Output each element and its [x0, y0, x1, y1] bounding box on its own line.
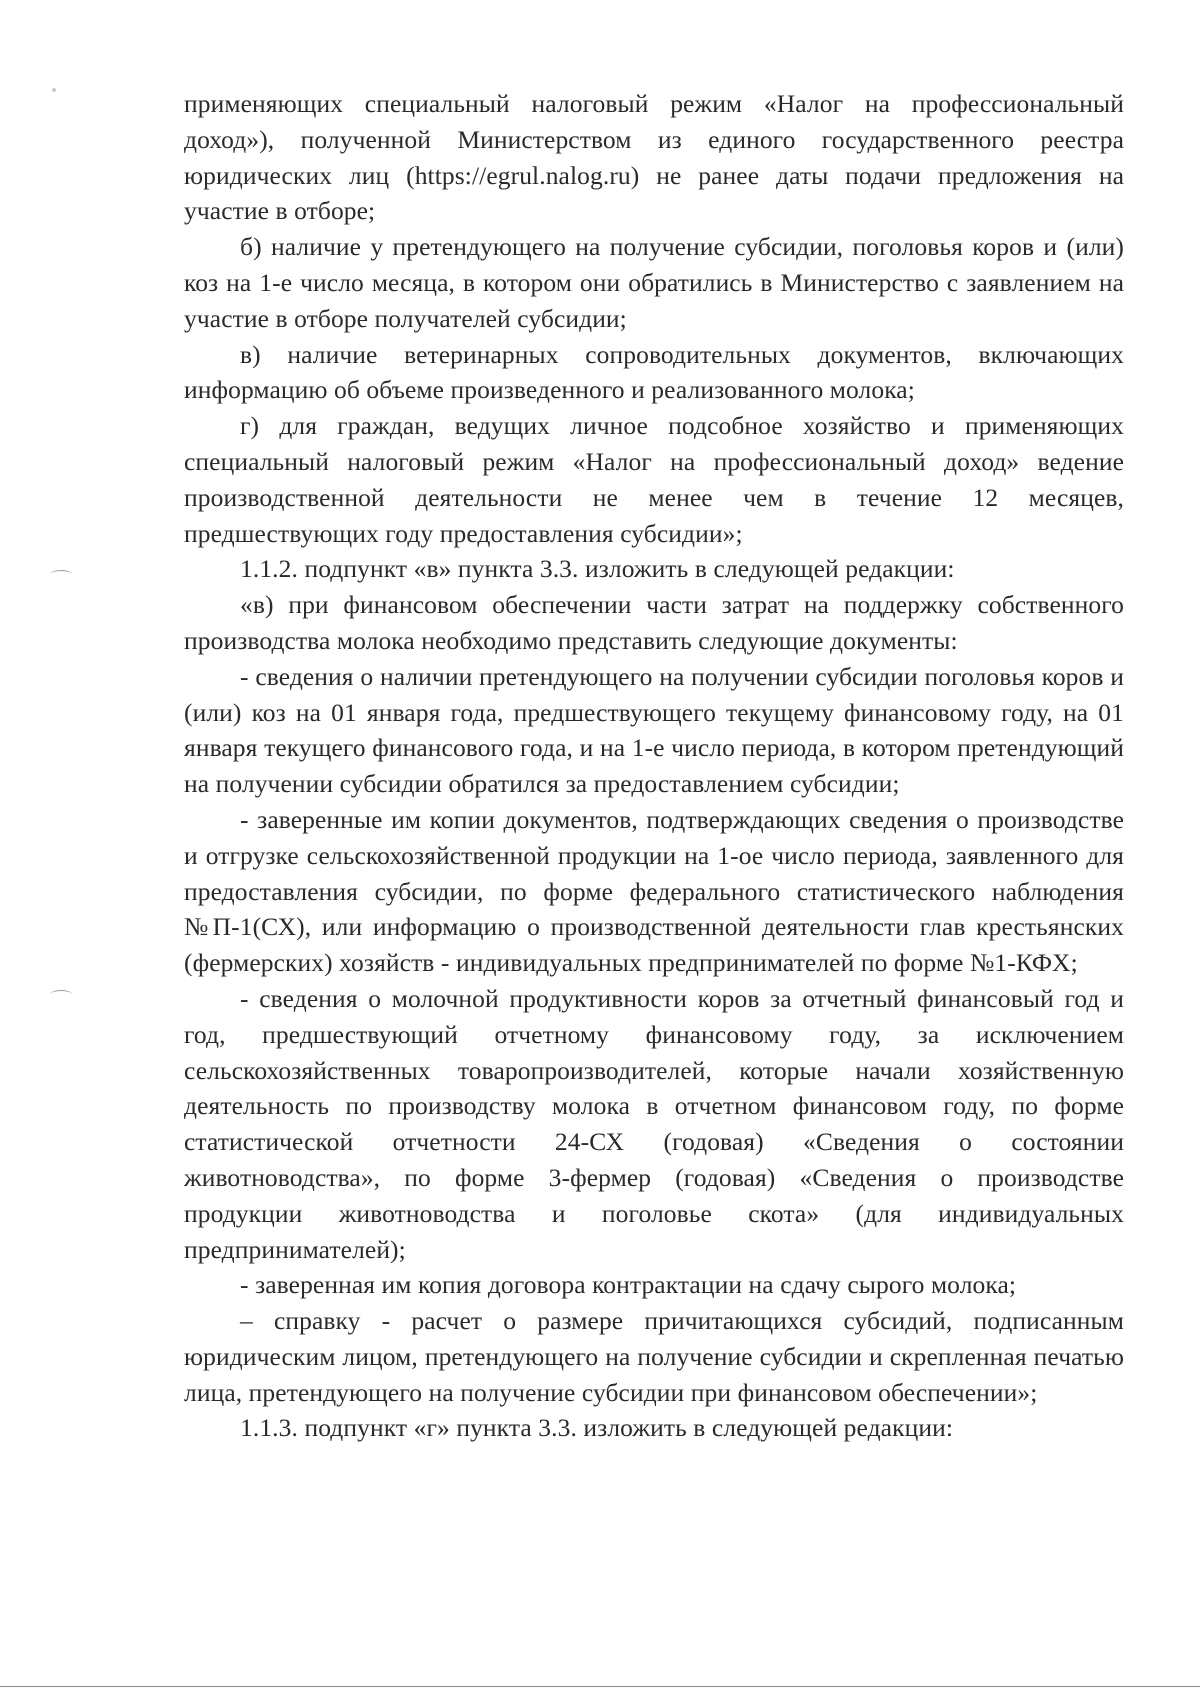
paragraph-bullet-productivity: - сведения о молочной продуктивности коров за отчетный финансовый год и год, предшествующий отчетному финансовому году, за исключением сельскохозяйственных товаропроизводителей, которые начали хозяйственную деятельность по производству молока в отчетном финансовом году, по форме статистической отчетности 24-СХ (годовая) «Сведения о состоянии животноводства», по форме 3-фермер (годовая) «Сведения о производстве продукции животноводства и поголовье скота» (для индивидуальных предпринимателей);: [184, 983, 1124, 1264]
paragraph-bullet-certificate: – справку - расчет о размере причитающихся субсидий, подписанным юридическим лицом, претендующего на получение субсидии и скрепленная печатью лица, претендующего на получение субсидии при финансовом обеспечении»;: [184, 1306, 1124, 1407]
scan-artifact-mark: [50, 570, 72, 579]
paragraph-1-1-3: 1.1.3. подпункт «г» пункта 3.3. изложить в следующей редакции:: [240, 1413, 954, 1443]
scan-artifact-mark: [50, 990, 72, 999]
paragraph-item-v: в) наличие ветеринарных сопроводительных документов, включающих информацию об объеме произведенного и реализованного молока;: [184, 339, 1124, 405]
page-bottom-edge: [0, 1686, 1200, 1687]
paragraph-item-b: б) наличие у претендующего на получение субсидии, поголовья коров и (или) коз на 1-е число месяца, в котором они обратились в Министерство с заявлением на участие в отборе получателей субсидии;: [184, 232, 1124, 333]
scan-speck: [52, 88, 56, 92]
paragraph-bullet-contract: - заверенная им копия договора контрактации на сдачу сырого молока;: [240, 1270, 1017, 1300]
document-body: [184, 86, 1124, 1446]
paragraph-1-1-2: 1.1.2. подпункт «в» пункта 3.3. изложить в следующей редакции:: [240, 554, 955, 584]
paragraph-bullet-copies: - заверенные им копии документов, подтверждающих сведения о производстве и отгрузке сельскохозяйственной продукции на 1-ое число периода, заявленного для предоставления субсидии, по форме федерального статистического наблюдения №П-1(СХ), или информацию о производственной деятельности глав крестьянских (фермерских) хозяйств - индивидуальных предпринимателей по форме №1-КФХ;: [184, 804, 1124, 978]
paragraph-continuation: применяющих специальный налоговый режим «Налог на профессиональный доход»), полученной Министерством из единого государственного реестра юридических лиц (https://egrul.nalog.ru) не ранее даты подачи предложения на участие в отборе;: [184, 89, 1124, 226]
paragraph-bullet-livestock: - сведения о наличии претендующего на получении субсидии поголовья коров и (или) коз на 01 января года, предшествующего текущему финансовому году, на 01 января текущего финансового года, и на 1-е число периода, в котором претендующий на получении субсидии обратился за предоставлением субсидии;: [184, 661, 1124, 799]
paragraph-item-g: г) для граждан, ведущих личное подсобное хозяйство и применяющих специальный налоговый режим «Налог на профессиональный доход» ведение производственной деятельности не менее чем в течение 12 месяцев, предшествующих году предоставления субсидии»;: [184, 411, 1124, 548]
paragraph-quoted-v: «в) при финансовом обеспечении части затрат на поддержку собственного производства молока необходимо представить следующие документы:: [184, 590, 1124, 655]
